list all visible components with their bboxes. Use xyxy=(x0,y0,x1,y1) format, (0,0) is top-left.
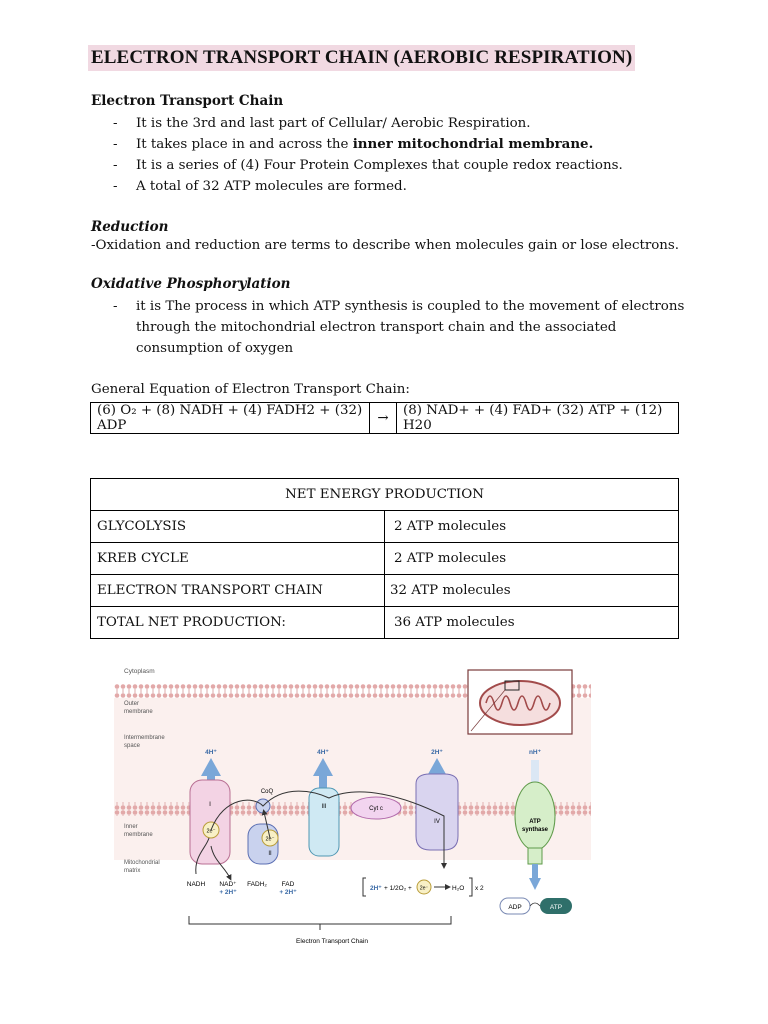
matrix-label-1: Mitochondrial xyxy=(124,860,160,866)
eq-h: 2H⁺ xyxy=(370,885,382,892)
oxphos-line-3: consumption of oxygen xyxy=(136,341,294,356)
table-row xyxy=(91,511,679,543)
reduction-heading: Reduction xyxy=(91,219,169,235)
fad-label: FAD xyxy=(281,881,295,888)
oxphos-bullets xyxy=(113,296,684,359)
etc-bullet-2-text: It takes place in and across the xyxy=(136,137,353,152)
row-label: TOTAL NET PRODUCTION: xyxy=(91,607,385,639)
eq-x: x 2 xyxy=(475,885,484,892)
etc-bullet-2 xyxy=(113,134,623,155)
coq-label: CoQ xyxy=(260,789,274,795)
oxphos-line-1: it is The process in which ATP synthesis is coupled to the movement of electrons xyxy=(136,299,685,314)
h-label-n: nH⁺ xyxy=(528,749,542,756)
inner-label-1: Inner xyxy=(124,824,138,830)
equation-right: (8) NAD+ + (4) FAD+ (32) ATP + (12) H20 xyxy=(397,403,679,434)
nad-h-label: + 2H⁺ xyxy=(219,889,237,896)
adp-label: ADP xyxy=(508,904,522,911)
eq-water: H₂O xyxy=(452,885,465,892)
row-value: 2 ATP molecules xyxy=(385,543,679,575)
ims-label-1: Intermembrane xyxy=(124,735,165,741)
table-row xyxy=(91,607,679,639)
table-row xyxy=(91,543,679,575)
equation-left: (6) O₂ + (8) NADH + (4) FADH2 + (32) ADP xyxy=(91,403,370,434)
electron-2: 2e⁻ xyxy=(265,836,275,843)
page-title: ELECTRON TRANSPORT CHAIN (AEROBIC RESPIRATION) xyxy=(88,45,635,71)
ims-label-2: space xyxy=(124,743,141,749)
fadh2-label: FADH₂ xyxy=(247,881,267,888)
outer-label-1: Outer xyxy=(124,701,140,707)
complex-iv-label: IV xyxy=(434,819,440,825)
net-header: NET ENERGY PRODUCTION xyxy=(91,479,679,511)
complex-iii-label: III xyxy=(321,804,327,810)
equation-label: General Equation of Electron Transport Chain: xyxy=(91,382,410,397)
matrix-label-2: matrix xyxy=(124,868,141,874)
h-label-iv: 2H⁺ xyxy=(431,749,443,756)
h-label-iii: 4H⁺ xyxy=(317,749,329,756)
cytoplasm-label: Cytoplasm xyxy=(124,668,155,675)
net-energy-table xyxy=(90,478,679,639)
etc-bullet-1: - It is the 3rd and last part of Cellular/ Aerobic Respiration. xyxy=(113,113,623,134)
electron-3: 2e⁻ xyxy=(419,885,429,892)
table-row xyxy=(91,575,679,607)
row-label: ELECTRON TRANSPORT CHAIN xyxy=(91,575,385,607)
oxphos-bullet xyxy=(113,296,684,359)
etc-heading: Electron Transport Chain xyxy=(91,93,284,109)
etc-bullet-4: - A total of 32 ATP molecules are formed. xyxy=(113,176,623,197)
nadh-label: NADH xyxy=(186,881,206,888)
etc-bullets xyxy=(113,113,623,197)
row-label: KREB CYCLE xyxy=(91,543,385,575)
etc-diagram xyxy=(114,656,591,948)
cytc-label: Cyt c xyxy=(369,806,383,812)
etc-bullet-3: - It is a series of (4) Four Protein Complexes that couple redox reactions. xyxy=(113,155,623,176)
inner-label-2: membrane xyxy=(124,832,153,838)
equation-arrow: → xyxy=(370,403,397,434)
row-value: 2 ATP molecules xyxy=(385,511,679,543)
atp-synthase-label-1: ATP xyxy=(529,819,541,825)
nad-label: NAD⁺ xyxy=(219,881,237,888)
atp-synthase-label-2: synthase xyxy=(521,827,549,833)
electron-1: 2e⁻ xyxy=(206,828,216,835)
atp-label: ATP xyxy=(549,904,563,911)
h-label-i: 4H⁺ xyxy=(205,749,217,756)
row-value: 32 ATP molecules xyxy=(385,575,679,607)
row-value: 36 ATP molecules xyxy=(385,607,679,639)
fad-h-label: + 2H⁺ xyxy=(279,889,297,896)
eq-mid: + 1/2O₂ + xyxy=(384,885,412,892)
oxphos-heading: Oxidative Phosphorylation xyxy=(91,276,291,292)
row-label: GLYCOLYSIS xyxy=(91,511,385,543)
etc-bullet-2-bold: inner mitochondrial membrane. xyxy=(352,136,594,152)
diagram-caption: Electron Transport Chain xyxy=(296,938,368,945)
oxphos-line-2: through the mitochondrial electron transport chain and the associated xyxy=(136,320,617,335)
complex-ii-label: II xyxy=(268,851,272,857)
reduction-text: -Oxidation and reduction are terms to describe when molecules gain or lose electrons. xyxy=(91,238,680,253)
outer-label-2: membrane xyxy=(124,709,153,715)
equation-table xyxy=(90,402,679,434)
complex-i-label: I xyxy=(209,801,211,808)
